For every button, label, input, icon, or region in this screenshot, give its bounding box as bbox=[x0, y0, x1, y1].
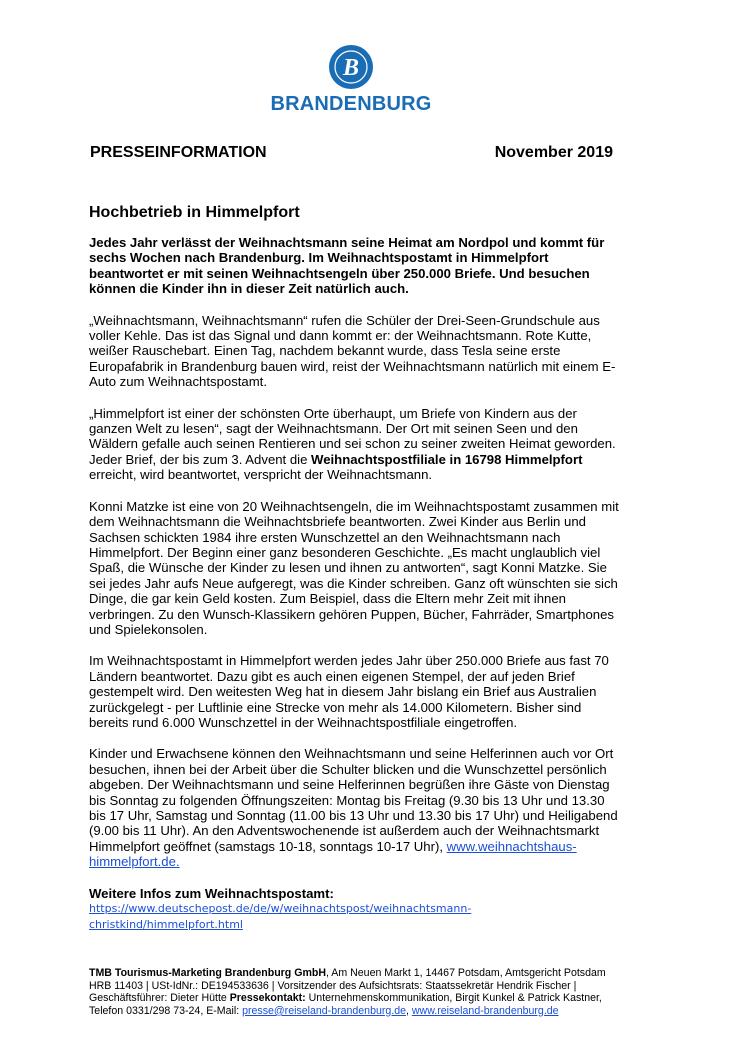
paragraph-2 bbox=[89, 406, 619, 483]
weihnachtshaus-link[interactable]: www.weihnachtshaus-himmelpfort.de. bbox=[89, 838, 577, 870]
footer-website-link[interactable]: www.reiseland-brandenburg.de bbox=[411, 1004, 559, 1017]
paragraph-5-text: Kinder und Erwachsene können den Weihnachtsmann und seine Helferinnen auch vor Ort besuchen, ihnen bei der Arbeit über die Schulter blicken und die Wunschzettel persönlich abgeben. Der Weihnachtsmann und seine Helferinnen begrüßen ihre Gäste von Dienstag bis Sonntag zu folgenden Öffnungszeiten: Montag bis Freitag (9.30 bis 13 Uhr und 13.30 bis 17 Uhr, Samstag und Sonntag (11.00 bis 13 Uhr und 13.30 bis 17 Uhr) und Heiligabend (9.00 bis 11 Uhr). An den Adventswochenende ist außerdem auch der Weihnachtsmarkt Himmelpfort geöffnet (samstags 10-18, sonntags 10-17 Uhr), bbox=[89, 746, 618, 854]
footer-text-2: Unternehmenskommunikation, Birgit Kunkel & Patrick Kastner, Telefon 0331/298 73-24, E-Mail: bbox=[89, 992, 602, 1017]
brandenburg-emblem-icon bbox=[328, 44, 374, 90]
paragraph-2-bold: Weihnachtspostfiliale in 16798 Himmelpfort bbox=[311, 451, 583, 467]
paragraph-3: Konni Matzke ist eine von 20 Weihnachtsengeln, die im Weihnachtspostamt zusammen mit dem Weihnachtsmann die Weihnachtsbriefe beantworten. Zwei Kinder aus Berlin und Sachsen schickten 1984 ihre ersten Wunschzettel an den Weihnachtsmann nach Himmelpfort. Der Beginn einer ganz besonderen Geschichte. „Es macht unglaublich viel Spaß, die Wünsche der Kinder zu lesen und ihnen zu antworten“, sagt Konni Matzke. Sie sei jedes Jahr aufs Neue aufgeregt, was die Kinder schreiben. Ganz oft wünschten sie sich Dinge, die gar kein Geld kosten. Zum Beispiel, dass die Eltern mehr Zeit mit ihnen verbringen. Zu den Wunsch-Klassikern gehören Puppen, Bücher, Fahrräder, Smartphones und Spielekonsolen. bbox=[89, 498, 619, 637]
brand-logo bbox=[270, 44, 432, 115]
logo-wordmark: BRANDENBURG bbox=[270, 93, 432, 115]
paragraph-5 bbox=[89, 746, 619, 869]
press-header bbox=[90, 143, 613, 163]
paragraph-2-text-b: erreicht, wird beantwortet, verspricht der Weihnachtsmann. bbox=[89, 467, 433, 483]
press-label: PRESSEINFORMATION bbox=[90, 144, 267, 161]
more-info-title: Weitere Infos zum Weihnachtspostamt: bbox=[89, 885, 334, 901]
footer-company: TMB Tourismus-Marketing Brandenburg GmbH bbox=[89, 967, 326, 979]
paragraph-4: Im Weihnachtspostamt in Himmelpfort werden jedes Jahr über 250.000 Briefe aus fast 70 Ländern beantwortet. Dazu gibt es auch einen eigenen Stempel, der auf jeden Brief gestempelt wird. Den weitesten Weg hat in diesem Jahr bislang ein Brief aus Australien zurückgelegt - per Luftlinie eine Strecke von mehr als 14.000 Kilometern. Bisher sind bereits rund 6.000 Wunschzettel in der Weihnachtspostfiliale eingetroffen. bbox=[89, 653, 609, 730]
deutschepost-link[interactable]: https://www.deutschepost.de/de/w/weihnachtspost/weihnachtsmann-christkind/himmelpfort.html bbox=[89, 902, 472, 931]
paragraph-1: „Weihnachtsmann, Weihnachtsmann“ rufen die Schüler der Drei-Seen-Grundschule aus voller Kehle. Das ist das Signal und dann kommt er: der Weihnachtsmann. Rote Kutte, weißer Rauschebart. Einen Tag, nachdem bekannt wurde, dass Tesla seine erste Europafabrik in Brandenburg bauen wird, reist der Weihnachtsmann natürlich mit einem E-Auto zum Weihnachtspostamt. bbox=[89, 312, 616, 390]
footer-text-1: , Am Neuen Markt 1, 14467 Potsdam, Amtsgericht Potsdam HRB 11403 | USt-IdNr.: DE194533636 | Vorsitzender des Aufsichtsrats: Staatssekretär Hendrik Fischer | Geschäftsführer: Dieter Hütte bbox=[89, 967, 606, 1005]
article-lead: Jedes Jahr verlässt der Weihnachtsmann seine Heimat am Nordpol und kommt für sechs Wochen nach Brandenburg. Im Weihnachtspostamt in Himmelpfort beantwortet er mit seinen Weihnachtsengeln über 250.000 Briefe. Und besuchen können die Kinder ihn in dieser Zeit natürlich auch. bbox=[89, 235, 605, 297]
footer-imprint bbox=[89, 967, 613, 1017]
footer-separator: , bbox=[406, 1004, 412, 1017]
paragraph-2-text-a: „Himmelpfort ist einer der schönsten Orte überhaupt, um Briefe von Kindern aus der ganzen Welt zu lesen“, sagt der Weihnachtsmann. Der Ort mit seinen Seen und den Wäldern gefalle auch seinen Rentieren und sei schon zu seiner zweiten Heimat geworden. Jeder Brief, der bis zum 3. Advent die bbox=[89, 405, 616, 467]
footer-contact-label: Pressekontakt: bbox=[229, 992, 306, 1005]
footer-email-link[interactable]: presse@reiseland-brandenburg.de bbox=[242, 1004, 407, 1017]
article-title: Hochbetrieb in Himmelpfort bbox=[89, 204, 300, 221]
press-date: November 2019 bbox=[494, 144, 613, 161]
logo-monogram: B bbox=[342, 55, 360, 81]
article-body bbox=[89, 203, 619, 932]
